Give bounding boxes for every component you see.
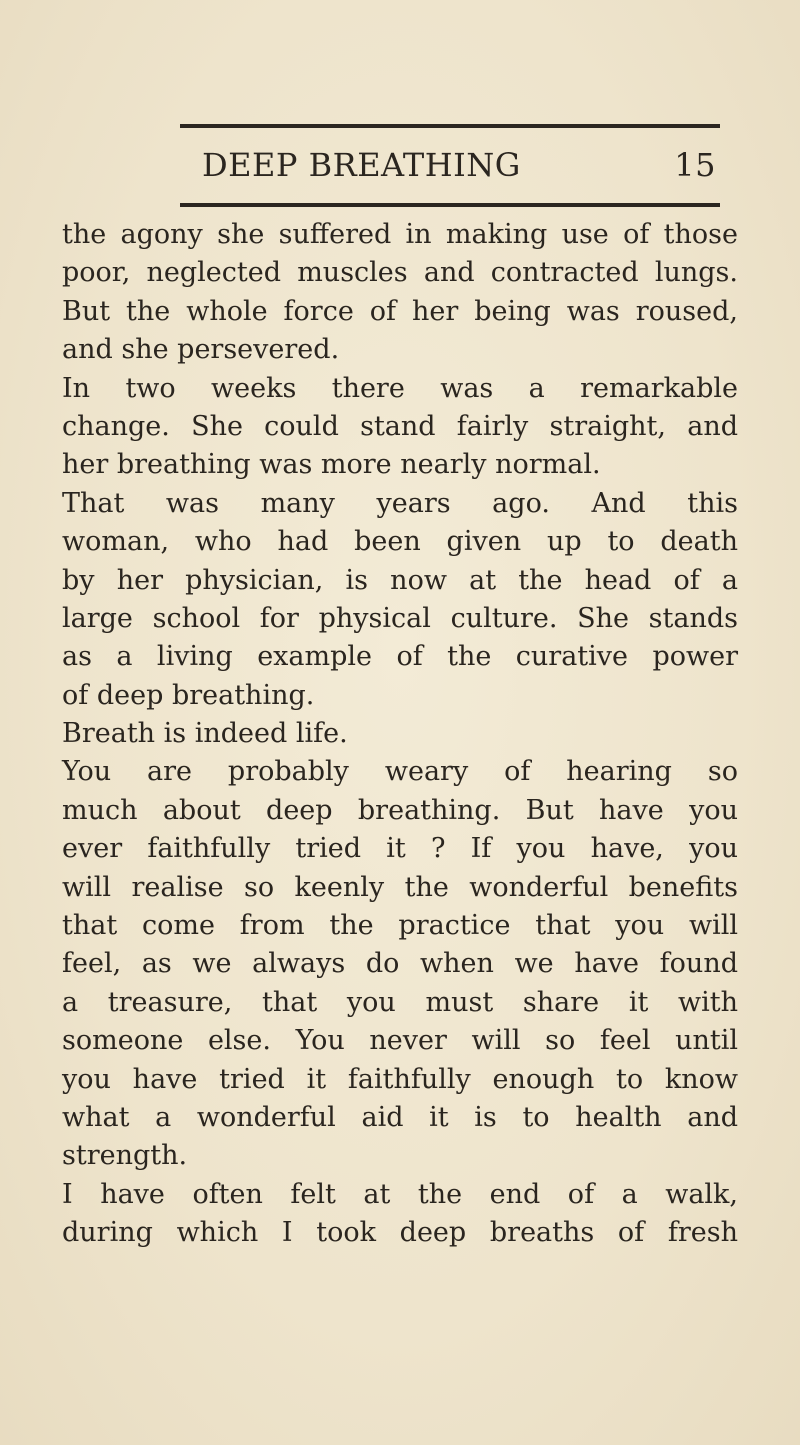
text-line: someone else. You never will so feel until — [62, 1025, 738, 1057]
text-line: In two weeks there was a remarkable — [62, 372, 738, 404]
text-line: her breathing was more nearly normal. — [62, 449, 601, 481]
text-line: But the whole force of her being was roused, — [62, 295, 738, 327]
running-head — [180, 140, 720, 192]
text-line: I have often felt at the end of a walk, — [62, 1178, 738, 1210]
text-line: the agony she suffered in making use of those — [62, 219, 738, 250]
text-line: by her physician, is now at the head of a — [62, 564, 738, 596]
text-line: poor, neglected muscles and contracted lungs. — [62, 257, 738, 289]
text-line: Breath is indeed life. — [62, 718, 348, 750]
text-line: of deep breathing. — [62, 679, 315, 711]
text-line: a treasure, that you must share it with — [62, 986, 738, 1018]
text-line: large school for physical culture. She stands — [62, 602, 738, 634]
text-line: during which I took deep breaths of fresh — [62, 1217, 738, 1249]
text-line: woman, who had been given up to death — [62, 526, 738, 558]
body-text — [62, 216, 738, 1253]
text-line: feel, as we always do when we have found — [62, 948, 738, 980]
text-line: much about deep breathing. But have you — [62, 794, 738, 826]
header-rule-top — [180, 124, 720, 128]
text-line: You are probably weary of hearing so — [62, 756, 738, 788]
text-line: what a wonderful aid it is to health and — [62, 1101, 738, 1133]
text-line: That was many years ago. And this — [62, 487, 738, 519]
text-line: strength. — [62, 1140, 188, 1172]
page-number: 15 — [674, 146, 716, 184]
text-line: you have tried it faithfully enough to know — [62, 1063, 738, 1095]
text-line: and she persevered. — [62, 334, 340, 366]
text-line: will realise so keenly the wonderful benefits — [62, 871, 738, 903]
text-line: change. She could stand fairly straight, and — [62, 410, 738, 442]
running-head-title: DEEP BREATHING — [202, 146, 521, 184]
header-rule-bottom — [180, 203, 720, 207]
text-line: as a living example of the curative power — [62, 641, 738, 673]
text-line: ever faithfully tried it ? If you have, you — [62, 833, 738, 865]
text-line: that come from the practice that you will — [62, 910, 738, 942]
